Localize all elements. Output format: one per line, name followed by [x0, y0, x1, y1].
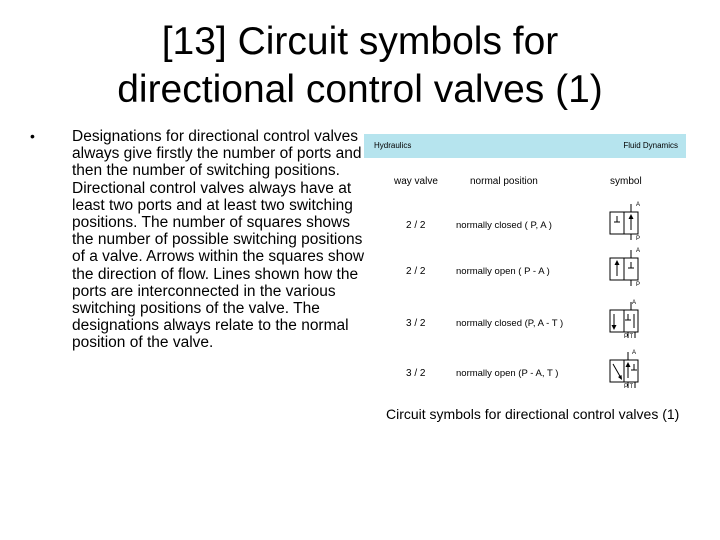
column-header-normal-position: normal position: [470, 176, 538, 187]
row-1-port-bottom: P: [636, 236, 641, 242]
row-2-port-bottom: P: [636, 282, 641, 288]
row-3-position: normally closed (P, A - T ): [456, 318, 564, 329]
title-line-1: [13] Circuit symbols for: [161, 20, 559, 63]
slide-title: [40, 18, 680, 114]
valve-symbols-figure: [364, 134, 686, 430]
row-2-position: normally open ( P - A ): [456, 266, 550, 277]
row-3-port-bottom: P T: [624, 334, 634, 340]
row-3-way: 3 / 2: [406, 318, 426, 329]
figure-header-bar: [364, 134, 686, 158]
figure-header-right: Fluid Dynamics: [623, 141, 678, 150]
row-1-position: normally closed ( P, A ): [456, 220, 552, 231]
bullet-text: Designations for directional control valves always give firstly the number of ports and then the number of switching positions. Directional control valves always have at least two ports and at least two switching positions. The number of squares shows the number of possible switching positions of a valve. Arrows within the squares show the direction of flow. Lines shown how the ports are interconnected in the various switching positions of the valve. The designations always relate to the normal position of the valve.: [72, 128, 365, 352]
row-1-port-top: A: [636, 202, 641, 208]
row-4-port-top: A: [632, 350, 637, 356]
title-line-2: directional control valves (1): [117, 68, 603, 111]
row-4-port-bottom: P T: [624, 384, 634, 390]
row-2-way: 2 / 2: [406, 266, 426, 277]
row-2-port-top: A: [636, 248, 641, 254]
row-3-port-top: A: [632, 300, 637, 306]
column-header-way-valve: way valve: [394, 176, 438, 187]
row-1-way: 2 / 2: [406, 220, 426, 231]
row-4-position: normally open (P - A, T ): [456, 368, 559, 379]
row-4-way: 3 / 2: [406, 368, 426, 379]
figure-caption: Circuit symbols for directional control valves (1): [386, 406, 680, 422]
figure-header-left: Hydraulics: [374, 141, 412, 150]
bullet-marker: •: [30, 128, 35, 144]
column-header-symbol: symbol: [610, 176, 642, 187]
